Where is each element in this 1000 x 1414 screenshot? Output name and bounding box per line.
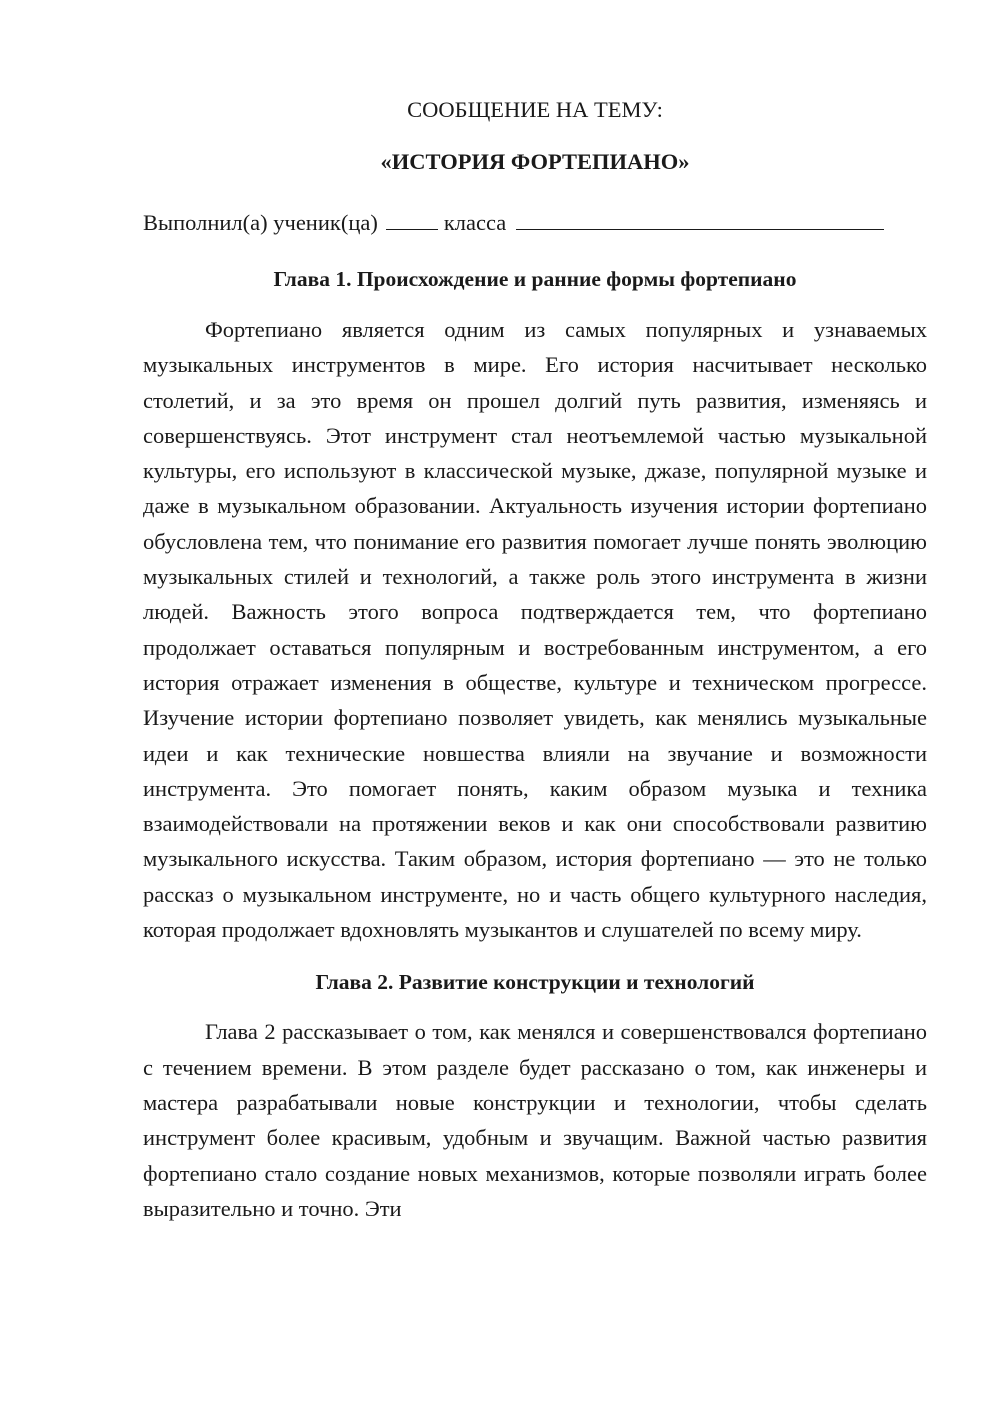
author-prefix: Выполнил(а) ученик(ца) bbox=[143, 210, 378, 235]
class-number-blank[interactable] bbox=[386, 207, 438, 230]
chapter-2-heading: Глава 2. Развитие конструкции и технологий bbox=[315, 970, 755, 995]
chapter-1-heading: Глава 1. Происхождение и ранние формы фортепиано bbox=[273, 267, 797, 291]
author-line bbox=[143, 207, 927, 238]
chapter-2-paragraph: Глава 2 рассказывает о том, как менялся и совершенствовался фортепиано с течением времени. В этом разделе будет рассказано о том, как инженеры и мастера разрабатывали новые конструкции и технологии, чтобы сделать инструмент более красивым, удобным и звучащим. Важной частью развития фортепиано стало создание новых механизмов, которые позволяли играть более выразительно и точно. Эти bbox=[143, 1019, 927, 1221]
class-label: класса bbox=[443, 210, 507, 235]
document-title: «ИСТОРИЯ ФОРТЕПИАНО» bbox=[380, 149, 690, 174]
chapter-1-paragraph: Фортепиано является одним из самых популярных и узнаваемых музыкальных инструментов в мире. Его история насчитывает несколько столетий, и за это время он прошел долгий путь развития, изменяясь и совершенствуясь. Этот инструмент стал неотъемлемой частью музыкальной культуры, его используют в классической музыке, джазе, популярной музыке и даже в музыкальном образовании. Актуальность изучения истории фортепиано обусловлена тем, что понимание его развития помогает лучше понять эволюцию музыкальных стилей и технологий, а также роль этого инструмента в жизни людей. Важность этого вопроса подтверждается тем, что фортепиано продолжает оставаться популярным и востребованным инструментом, а его история отражает изменения в обществе, культуре и техническом прогрессе. Изучение истории фортепиано позволяет увидеть, как менялись музыкальные идеи и как технические новшества влияли на звучание и возможности инструмента. Это помогает понять, каким образом музыка и техника взаимодействовали на протяжении веков и как они способствовали развитию музыкального искусства. Таким образом, история фортепиано — это не только рассказ о музыкальном инструменте, но и часть общего культурного наследия, которая продолжает вдохновлять музыкантов и слушателей по всему миру. bbox=[143, 317, 927, 943]
student-name-blank[interactable] bbox=[516, 207, 884, 230]
title-line-1: СООБЩЕНИЕ НА ТЕМУ: bbox=[407, 97, 663, 122]
